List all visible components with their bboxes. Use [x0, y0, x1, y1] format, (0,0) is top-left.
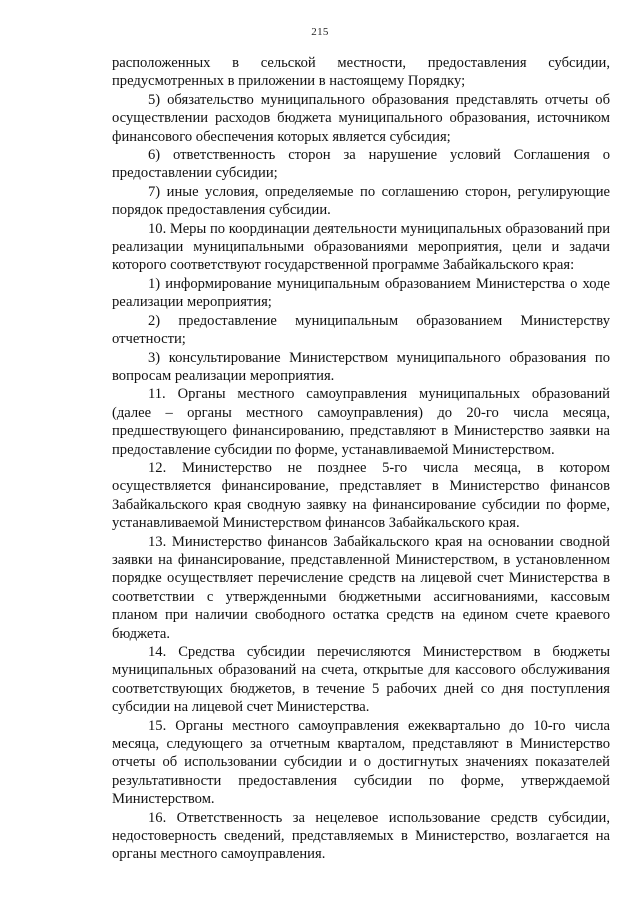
paragraph: 14. Средства субсидии перечисляются Министерством в бюджеты муниципальных образований на счета, открытые для кассового обслуживания соответствующих бюджетов, в течение 5 рабочих дней со дня поступления субсидии на лицевой счет Министерства.: [112, 644, 610, 716]
paragraph: 7) иные условия, определяемые по соглашению сторон, регулирующие порядок предоставления субсидии.: [112, 183, 610, 219]
paragraph: 12. Министерство не позднее 5-го числа месяца, в котором осуществляется финансирование, представляет в Министерство финансов Забайкальского края сводную заявку на финансирование субсидии по форме, устанавливаемой Министерством финансов Забайкальского края.: [112, 459, 610, 532]
page-number: 215: [311, 26, 329, 38]
paragraph: 13. Министерство финансов Забайкальского края на основании сводной заявки на финансирование, представленной Министерством, в установленном порядке осуществляет перечисление средств на лицевой счет Министерства в соответствии с утвержденными бюджетными ассигнованиями, кассовым планом при наличии свободного остатка средств на едином счете краевого бюджета.: [112, 533, 610, 642]
paragraph: 15. Органы местного самоуправления ежеквартально до 10-го числа месяца, следующего за отчетным кварталом, представляют в Министерство отчеты об использовании субсидии и о достигнутых значениях показателей результативности предоставления субсидии по форме, утверждаемой Министерством.: [112, 717, 610, 808]
paragraph: 3) консультирование Министерством муниципального образования по вопросам реализации мероприятия.: [112, 349, 610, 384]
paragraph: 2) предоставление муниципальным образованием Министерству отчетности;: [112, 312, 610, 348]
paragraph: 1) информирование муниципальным образованием Министерства о ходе реализации мероприятия;: [112, 275, 610, 311]
paragraph: 10. Меры по координации деятельности муниципальных образований при реализации муниципальными образованиями мероприятия, цели и задачи которого соответствуют государственной программе Забайкальского края:: [112, 220, 610, 274]
paragraph: 5) обязательство муниципального образования представлять отчеты об осуществлении расходов бюджета муниципального образования, источником финансового обеспечения которых является субсидия;: [112, 91, 610, 145]
paragraph: 16. Ответственность за нецелевое использование средств субсидии, недостоверность сведений, представляемых в Министерство, возлагается на органы местного самоуправления.: [112, 809, 610, 863]
paragraph: 6) ответственность сторон за нарушение условий Соглашения о предоставлении субсидии;: [112, 147, 610, 182]
paragraph: 11. Органы местного самоуправления муниципальных образований (далее – органы местного самоуправления) до 20-го числа месяца, предшествующего финансированию, представляют в Министерство заявки на предоставление субсидии по форме, устанавливаемой Министерством.: [112, 386, 610, 458]
document-body: [112, 54, 610, 864]
paragraph: расположенных в сельской местности, предоставления субсидии, предусмотренных в приложении в настоящему Порядку;: [112, 55, 610, 90]
